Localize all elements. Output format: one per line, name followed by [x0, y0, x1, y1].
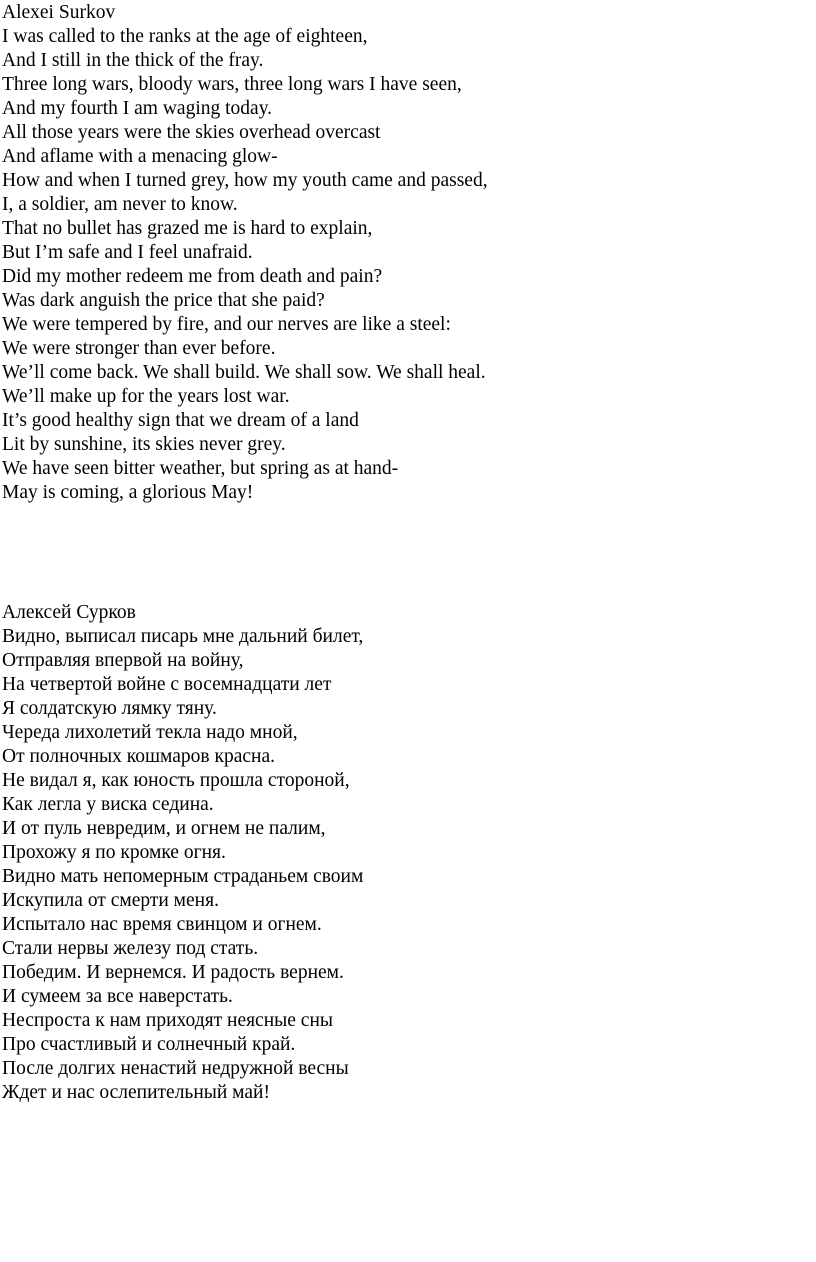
poem-line: Я солдатскую лямку тяну.: [2, 698, 217, 719]
poem-line: And I still in the thick of the fray.: [2, 50, 264, 71]
poem-line: We were stronger than ever before.: [2, 338, 276, 359]
poem-line: How and when I turned grey, how my youth came and passed,: [2, 170, 488, 191]
poem-line: I, a soldier, am never to know.: [2, 194, 238, 215]
poem-line: И сумеем за все наверстать.: [2, 986, 233, 1007]
poem-line: После долгих ненастий недружной весны: [2, 1058, 349, 1079]
poem-russian: [2, 601, 802, 1105]
poem-line: Ждет и нас ослепительный май!: [2, 1082, 270, 1103]
poem-author: Alexei Surkov: [2, 2, 116, 23]
poem-line: Three long wars, bloody wars, three long wars I have seen,: [2, 74, 462, 95]
poem-line: Неспроста к нам приходят неясные сны: [2, 1010, 333, 1031]
poem-line: We were tempered by fire, and our nerves are like a steel:: [2, 314, 451, 335]
document-page: [2, 0, 802, 1105]
poem-line: От полночных кошмаров красна.: [2, 746, 275, 767]
poem-author: Алексей Сурков: [2, 602, 136, 623]
poem-line: Череда лихолетий текла надо мной,: [2, 722, 298, 743]
poem-line: We have seen bitter weather, but spring as at hand-: [2, 458, 399, 479]
section-spacer: [2, 505, 802, 601]
poem-line: We’ll come back. We shall build. We shall sow. We shall heal.: [2, 362, 486, 383]
poem-line: Видно мать непомерным страданьем своим: [2, 866, 364, 887]
poem-line: Прохожу я по кромке огня.: [2, 842, 226, 863]
poem-line: I was called to the ranks at the age of eighteen,: [2, 26, 368, 47]
poem-line: May is coming, a glorious May!: [2, 482, 254, 503]
poem-line: И от пуль невредим, и огнем не палим,: [2, 818, 326, 839]
poem-line: It’s good healthy sign that we dream of a land: [2, 410, 359, 431]
poem-line: Искупила от смерти меня.: [2, 890, 219, 911]
poem-line: Видно, выписал писарь мне дальний билет,: [2, 626, 364, 647]
poem-line: And my fourth I am waging today.: [2, 98, 273, 119]
poem-line: Отправляя впервой на войну,: [2, 650, 244, 671]
poem-line: Was dark anguish the price that she paid?: [2, 290, 325, 311]
poem-line: But I’m safe and I feel unafraid.: [2, 242, 253, 263]
poem-line: That no bullet has grazed me is hard to explain,: [2, 218, 373, 239]
poem-line: All those years were the skies overhead overcast: [2, 122, 381, 143]
poem-line: We’ll make up for the years lost war.: [2, 386, 290, 407]
poem-english: [2, 0, 802, 505]
poem-line: Did my mother redeem me from death and pain?: [2, 266, 383, 287]
poem-line: Lit by sunshine, its skies never grey.: [2, 434, 286, 455]
poem-line: Испытало нас время свинцом и огнем.: [2, 914, 322, 935]
poem-line: Стали нервы железу под стать.: [2, 938, 259, 959]
poem-line: Не видал я, как юность прошла стороной,: [2, 770, 350, 791]
poem-line: Как легла у виска седина.: [2, 794, 214, 815]
poem-line: Победим. И вернемся. И радость вернем.: [2, 962, 344, 983]
poem-line: На четвертой войне с восемнадцати лет: [2, 674, 332, 695]
poem-line: Про счастливый и солнечный край.: [2, 1034, 296, 1055]
poem-line: And aflame with a menacing glow-: [2, 146, 278, 167]
